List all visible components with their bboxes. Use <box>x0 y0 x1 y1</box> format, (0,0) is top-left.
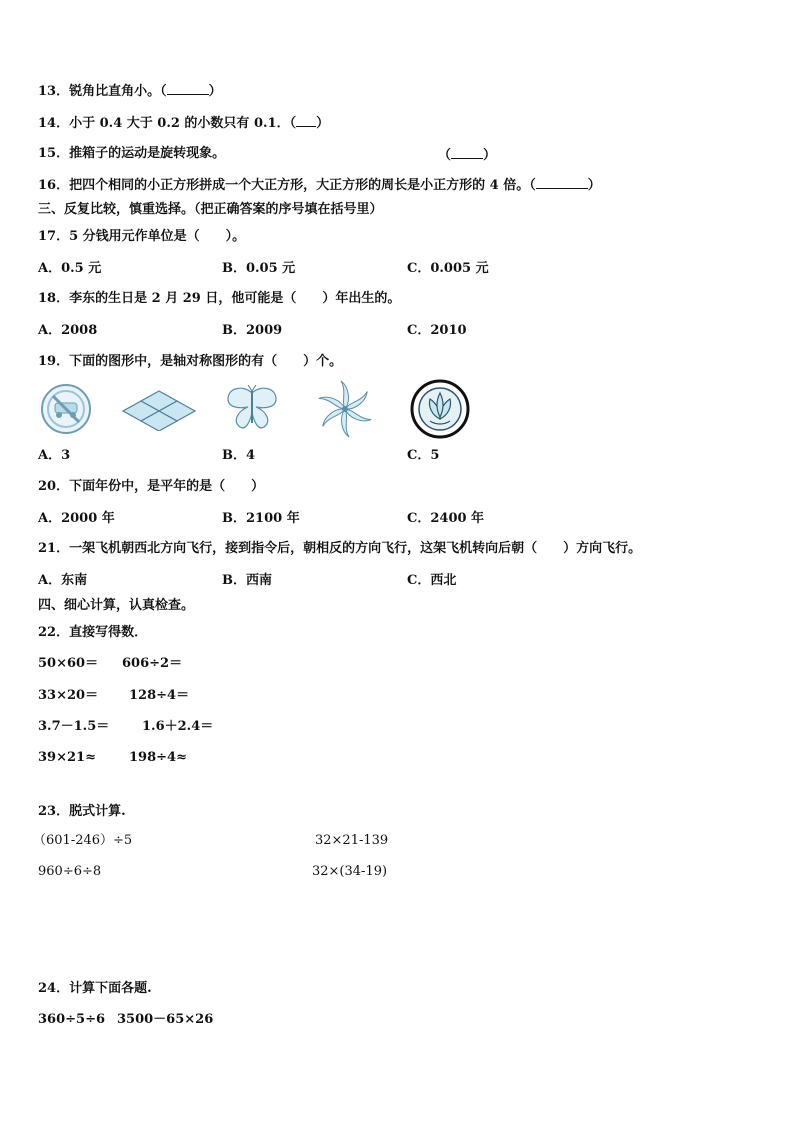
calc-item: 128÷4＝ <box>129 688 190 703</box>
question-15 <box>38 146 225 162</box>
pinwheel-flower-icon <box>314 378 376 440</box>
close-paren: ） <box>587 178 601 193</box>
question-13-text: 13．锐角比直角小。（ <box>38 84 167 99</box>
calc-item: 360÷5÷6 <box>38 1012 106 1027</box>
option-19-b[interactable]: B．4 <box>222 448 256 463</box>
answer-blank-15[interactable] <box>451 146 483 159</box>
question-20-text: 20．下面年份中，是平年的是（ ） <box>38 479 265 494</box>
calc-item: 960÷6÷8 <box>38 864 102 879</box>
option-18-b[interactable]: B．2009 <box>222 323 283 338</box>
question-17-text: 17．5 分钱用元作单位是（ ）。 <box>38 229 246 244</box>
question-15-text: 15．推箱子的运动是旋转现象。 <box>38 146 226 161</box>
calc-item: 3500－65×26 <box>117 1012 214 1027</box>
close-paren: ） <box>316 116 330 131</box>
answer-blank-14[interactable] <box>296 114 316 127</box>
option-21-b[interactable]: B．西南 <box>222 573 272 588</box>
option-20-b[interactable]: B．2100 年 <box>222 511 300 526</box>
calc-item: 33×20＝ <box>38 688 99 703</box>
calc-item: （601-246）÷5 <box>33 833 133 848</box>
option-19-a[interactable]: A．3 <box>38 448 71 463</box>
question-16-text: 16．把四个相同的小正方形拼成一个大正方形，大正方形的周长是小正方形的 4 倍。（ <box>38 178 536 193</box>
section-4-heading: 四、细心计算，认真检查。 <box>38 598 195 613</box>
calc-item: 32×21-139 <box>315 833 389 848</box>
option-17-a[interactable]: A．0.5 元 <box>38 261 102 276</box>
option-20-c[interactable]: C．2400 年 <box>407 511 485 526</box>
option-21-c[interactable]: C．西北 <box>407 573 457 588</box>
question-14 <box>38 114 329 132</box>
question-13 <box>38 82 222 100</box>
question-21-text: 21．一架飞机朝西北方向飞行，接到指令后，朝相反的方向飞行，这架飞机转向后朝（ ）方向飞行。 <box>38 541 642 556</box>
calc-item: 39×21≈ <box>38 750 96 765</box>
question-14-text: 14．小于 0.4 大于 0.2 的小数只有 0.1．（ <box>38 116 297 131</box>
question-24-title: 24．计算下面各题. <box>38 981 152 996</box>
option-19-c[interactable]: C．5 <box>407 448 440 463</box>
close-paren: ） <box>208 84 222 99</box>
option-21-a[interactable]: A．东南 <box>38 573 88 588</box>
no-car-sign-icon <box>40 383 92 435</box>
question-18-text: 18．李东的生日是 2 月 29 日，他可能是（ ）年出生的。 <box>38 291 401 306</box>
question-22-title: 22．直接写得数． <box>38 625 148 640</box>
option-18-c[interactable]: C．2010 <box>407 323 467 338</box>
section-3-heading: 三、反复比较，慎重选择。（把正确答案的序号填在括号里） <box>38 202 383 217</box>
option-20-a[interactable]: A．2000 年 <box>38 511 115 526</box>
answer-blank-13[interactable] <box>167 82 209 95</box>
calc-item: 198÷4≈ <box>129 750 187 765</box>
leaf-emblem-icon <box>410 379 470 439</box>
calc-item: 606÷2＝ <box>122 656 183 671</box>
four-rhombus-icon <box>122 389 196 431</box>
option-17-c[interactable]: C．0.005 元 <box>407 261 489 276</box>
question-16 <box>38 176 601 194</box>
question-23-title: 23．脱式计算. <box>38 804 126 819</box>
calc-item: 3.7－1.5＝ <box>38 719 110 734</box>
calc-item: 32×(34-19) <box>312 864 388 879</box>
open-paren: （ <box>438 148 452 163</box>
answer-blank-16[interactable] <box>536 176 588 189</box>
question-19-text: 19．下面的图形中，是轴对称图形的有（ ）个。 <box>38 354 343 369</box>
butterfly-icon <box>224 383 280 435</box>
close-paren: ） <box>483 148 497 163</box>
calc-item: 1.6＋2.4＝ <box>142 719 214 734</box>
option-18-a[interactable]: A．2008 <box>38 323 98 338</box>
question-15-answer <box>438 146 496 164</box>
option-17-b[interactable]: B．0.05 元 <box>222 261 296 276</box>
calc-item: 50×60＝ <box>38 656 99 671</box>
